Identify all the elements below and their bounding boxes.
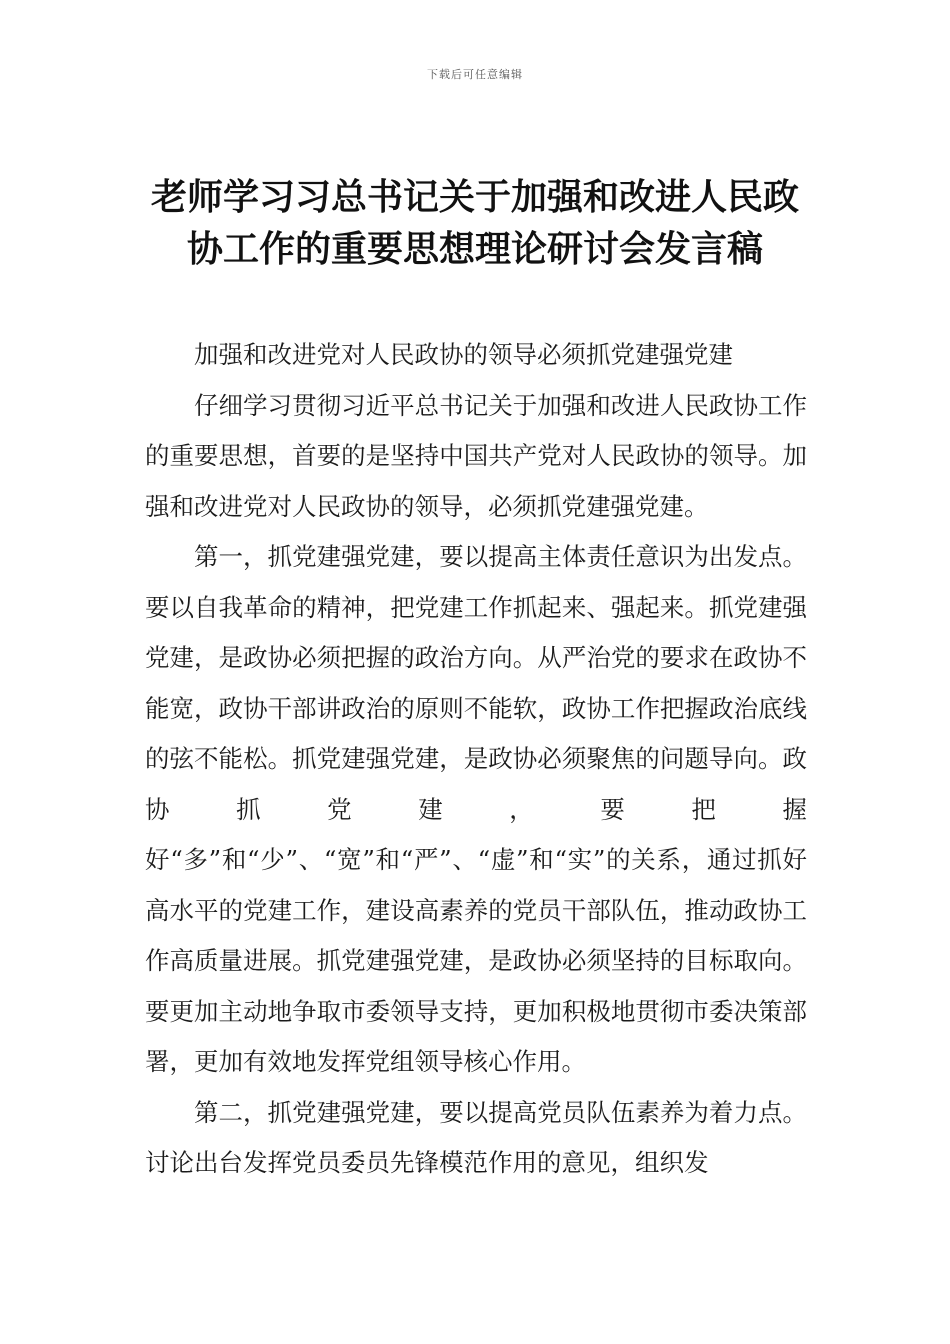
paragraph: 仔细学习贯彻习近平总书记关于加强和改进人民政协工作的重要思想，首要的是坚持中国共产党对人民政协的领导。加强和改进党对人民政协的领导，必须抓党建强党建。: [145, 390, 807, 521]
document-body: [145, 330, 807, 1189]
title-line-1: 老师学习习总书记关于加强和改进人民政: [150, 177, 799, 218]
document-title: [140, 172, 810, 276]
paragraph: 第一，抓党建强党建，要以提高主体责任意识为出发点。要以自我革命的精神，把党建工作抓起来、强起来。抓党建强党建，是政协必须把握的政治方向。从严治党的要求在政协不能宽，政协干部讲政治的原则不能软，政协工作把握政治底线的弦不能松。抓党建强党建，是政协必须聚焦的问题导向。政协抓党建，要把握好“多”和“少”、“宽”和“严”、“虚”和“实”的关系，通过抓好高水平的党建工作，建设高素养的党员干部队伍，推动政协工作高质量进展。抓党建强党建，是政协必须坚持的目标取向。要更加主动地争取市委领导支持，更加积极地贯彻市委决策部署，更加有效地发挥党组领导核心作用。: [145, 542, 807, 1076]
section-heading: 加强和改进党对人民政协的领导必须抓党建强党建: [194, 340, 733, 369]
title-line-2: 协工作的重要思想理论研讨会发言稿: [186, 229, 763, 270]
paragraph: 第二，抓党建强党建，要以提高党员队伍素养为着力点。讨论出台发挥党员委员先锋模范作用的意见，组织发: [145, 1097, 807, 1177]
header-note: 下载后可任意编辑: [427, 68, 523, 81]
